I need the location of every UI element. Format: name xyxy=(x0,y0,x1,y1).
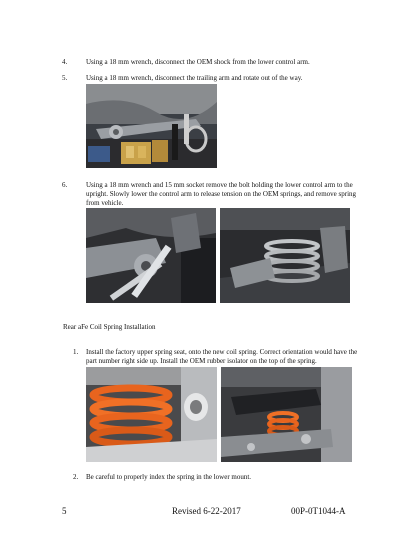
photo-oem-spring xyxy=(220,208,350,303)
footer-page-number: 5 xyxy=(62,506,67,516)
step-6-number: 6. xyxy=(62,181,68,189)
step-1-number: 1. xyxy=(73,348,79,356)
step-1-text: Install the factory upper spring seat, onto the new coil spring. Correct orientation would have the part number right side up. Install the OEM rubber isolator on the top of the spring. xyxy=(86,348,358,365)
section-title: Rear aFe Coil Spring Installation xyxy=(63,323,156,331)
footer-part-number: 00P-0T1044-A xyxy=(291,506,346,516)
step-4-text: Using a 18 mm wrench, disconnect the OEM shock from the lower control arm. xyxy=(86,58,310,66)
photo-afe-spring-closeup xyxy=(86,367,217,462)
photo-control-arm-bolt xyxy=(86,208,216,303)
photo-afe-spring-installed xyxy=(221,367,352,462)
step-6-text: Using a 18 mm wrench and 15 mm socket remove the bolt holding the lower control arm to the upright. Slowly lower the control arm to release tension on the OEM springs, and remove spring from vehicle. xyxy=(86,181,357,207)
step-2-number: 2. xyxy=(73,473,79,481)
step-5-text: Using a 18 mm wrench, disconnect the trailing arm and rotate out of the way. xyxy=(86,74,303,82)
step-5-number: 5. xyxy=(62,74,68,82)
photo-trailing-arm xyxy=(86,84,217,168)
step-2-text: Be careful to properly index the spring in the lower mount. xyxy=(86,473,252,481)
footer-revised-date: Revised 6-22-2017 xyxy=(172,506,241,516)
step-4-number: 4. xyxy=(62,58,68,66)
